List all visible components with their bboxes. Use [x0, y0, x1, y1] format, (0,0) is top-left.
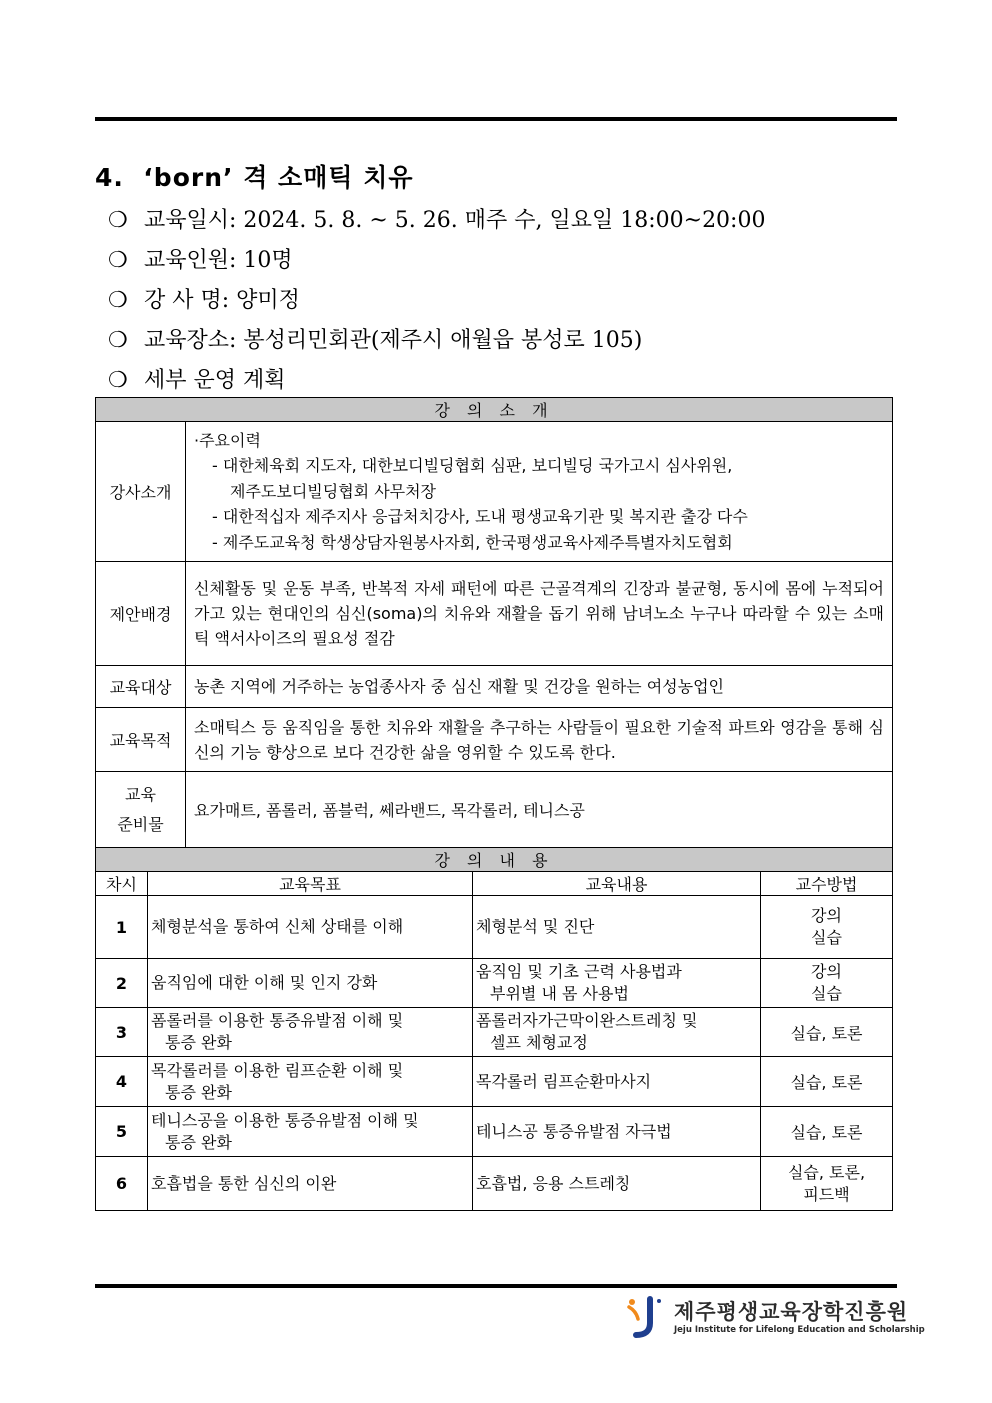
circle-bullet-icon: ❍ [108, 208, 128, 233]
background-label: 제안배경 [96, 562, 186, 666]
supplies-label: 교육 준비물 [96, 772, 186, 849]
goal-label: 교육목적 [96, 708, 186, 772]
session-goal: 호흡법을 통한 심신의 이완 [148, 1157, 473, 1211]
session-content: 테니스공 통증유발점 자극법 [473, 1107, 761, 1157]
col-header-method: 교수방법 [761, 872, 893, 896]
table-row [96, 1107, 893, 1157]
career-line: - 대한체육회 지도자, 대한보디빌딩협회 심판, 보디빌딩 국가고시 심사위원, [212, 456, 733, 476]
session-content: 목각롤러 림프순환마사지 [473, 1057, 761, 1107]
content-header: 강 의 내 용 [96, 848, 893, 872]
session-method: 실습, 토론 [761, 1107, 893, 1157]
section-title: 4. ‘born’ 격 소매틱 치유 [95, 163, 414, 192]
session-method: 강의 실습 [761, 896, 893, 959]
col-header-goal: 교육목표 [148, 872, 473, 896]
organization-logo-icon [626, 1295, 666, 1339]
bullet-instructor: ❍ 강 사 명: 양미정 [108, 288, 300, 313]
circle-bullet-icon: ❍ [108, 328, 128, 353]
session-number: 4 [96, 1057, 148, 1107]
table-row [96, 1008, 893, 1057]
circle-bullet-icon: ❍ [108, 248, 128, 273]
col-header-session: 차시 [96, 872, 148, 896]
session-method: 실습, 토론 [761, 1008, 893, 1057]
intro-table [95, 397, 893, 849]
supplies-text: 요가매트, 폼롤러, 폼블럭, 쎄라밴드, 목각롤러, 테니스공 [186, 772, 893, 849]
session-goal: 움직임에 대한 이해 및 인지 강화 [148, 959, 473, 1008]
session-method: 강의 실습 [761, 959, 893, 1008]
career-heading: ·주요이력 [194, 430, 261, 450]
circle-bullet-icon: ❍ [108, 288, 128, 313]
bullet-location: ❍ 교육장소: 봉성리민회관(제주시 애월읍 봉성로 105) [108, 328, 643, 353]
session-method: 실습, 토론 [761, 1057, 893, 1107]
bullet-headcount: ❍ 교육인원: 10명 [108, 248, 293, 273]
session-goal: 테니스공을 이용한 통증유발점 이해 및 통증 완화 [148, 1107, 473, 1157]
bullet-schedule: ❍ 교육일시: 2024. 5. 8. ~ 5. 26. 매주 수, 일요일 18:00~20:00 [108, 208, 766, 233]
bullet-plan: ❍ 세부 운영 계획 [108, 368, 286, 393]
circle-bullet-icon: ❍ [108, 368, 128, 393]
top-rule [95, 117, 897, 121]
background-text: 신체활동 및 운동 부족, 반복적 자세 패턴에 따른 근골격계의 긴장과 불균형, 동시에 몸에 누적되어가고 있는 현대인의 심신(soma)의 치유와 재활을 돕기 위해 남녀노소 누구나 따라할 수 있는 소매틱 액서사이즈의 필요성 절감 [186, 562, 893, 666]
intro-header: 강 의 소 개 [96, 398, 893, 422]
table-row [96, 896, 893, 959]
instructor-detail [186, 422, 893, 562]
career-line: - 대한적십자 제주지사 응급처치강사, 도내 평생교육기관 및 복지관 출강 다수 [212, 507, 748, 527]
session-content: 체형분석 및 진단 [473, 896, 761, 959]
target-label: 교육대상 [96, 666, 186, 708]
session-number: 3 [96, 1008, 148, 1057]
session-number: 1 [96, 896, 148, 959]
goal-text: 소매틱스 등 움직임을 통한 치유와 재활을 추구하는 사람들이 필요한 기술적 파트와 영감을 통해 심신의 기능 향상으로 보다 건강한 삶을 영위할 수 있도록 한다. [186, 708, 893, 772]
session-goal: 체형분석을 통하여 신체 상태를 이해 [148, 896, 473, 959]
session-number: 6 [96, 1157, 148, 1211]
organization-name: 제주평생교육장학진흥원 [674, 1300, 909, 1324]
content-table [95, 847, 893, 1211]
organization-name-en: Jeju Institute for Lifelong Education and Scholarship [674, 1325, 925, 1335]
table-row [96, 1157, 893, 1211]
session-number: 2 [96, 959, 148, 1008]
table-row [96, 1057, 893, 1107]
career-line: 제주도보디빌딩협회 사무처장 [230, 481, 437, 501]
session-number: 5 [96, 1107, 148, 1157]
bottom-rule [95, 1284, 897, 1288]
session-goal: 목각롤러를 이용한 림프순환 이해 및 통증 완화 [148, 1057, 473, 1107]
career-line: - 제주도교육청 학생상담자원봉사자회, 한국평생교육사제주특별자치도협회 [212, 532, 733, 552]
instructor-label: 강사소개 [96, 422, 186, 562]
table-row [96, 959, 893, 1008]
target-text: 농촌 지역에 거주하는 농업종사자 중 심신 재활 및 건강을 원하는 여성농업인 [186, 666, 893, 708]
session-method: 실습, 토론, 피드백 [761, 1157, 893, 1211]
col-header-content: 교육내용 [473, 872, 761, 896]
session-content: 호흡법, 응용 스트레칭 [473, 1157, 761, 1211]
session-goal: 폼롤러를 이용한 통증유발점 이해 및 통증 완화 [148, 1008, 473, 1057]
session-content: 움직임 및 기초 근력 사용법과 부위별 내 몸 사용법 [473, 959, 761, 1008]
session-content: 폼롤러자가근막이완스트레칭 및 셀프 체형교정 [473, 1008, 761, 1057]
